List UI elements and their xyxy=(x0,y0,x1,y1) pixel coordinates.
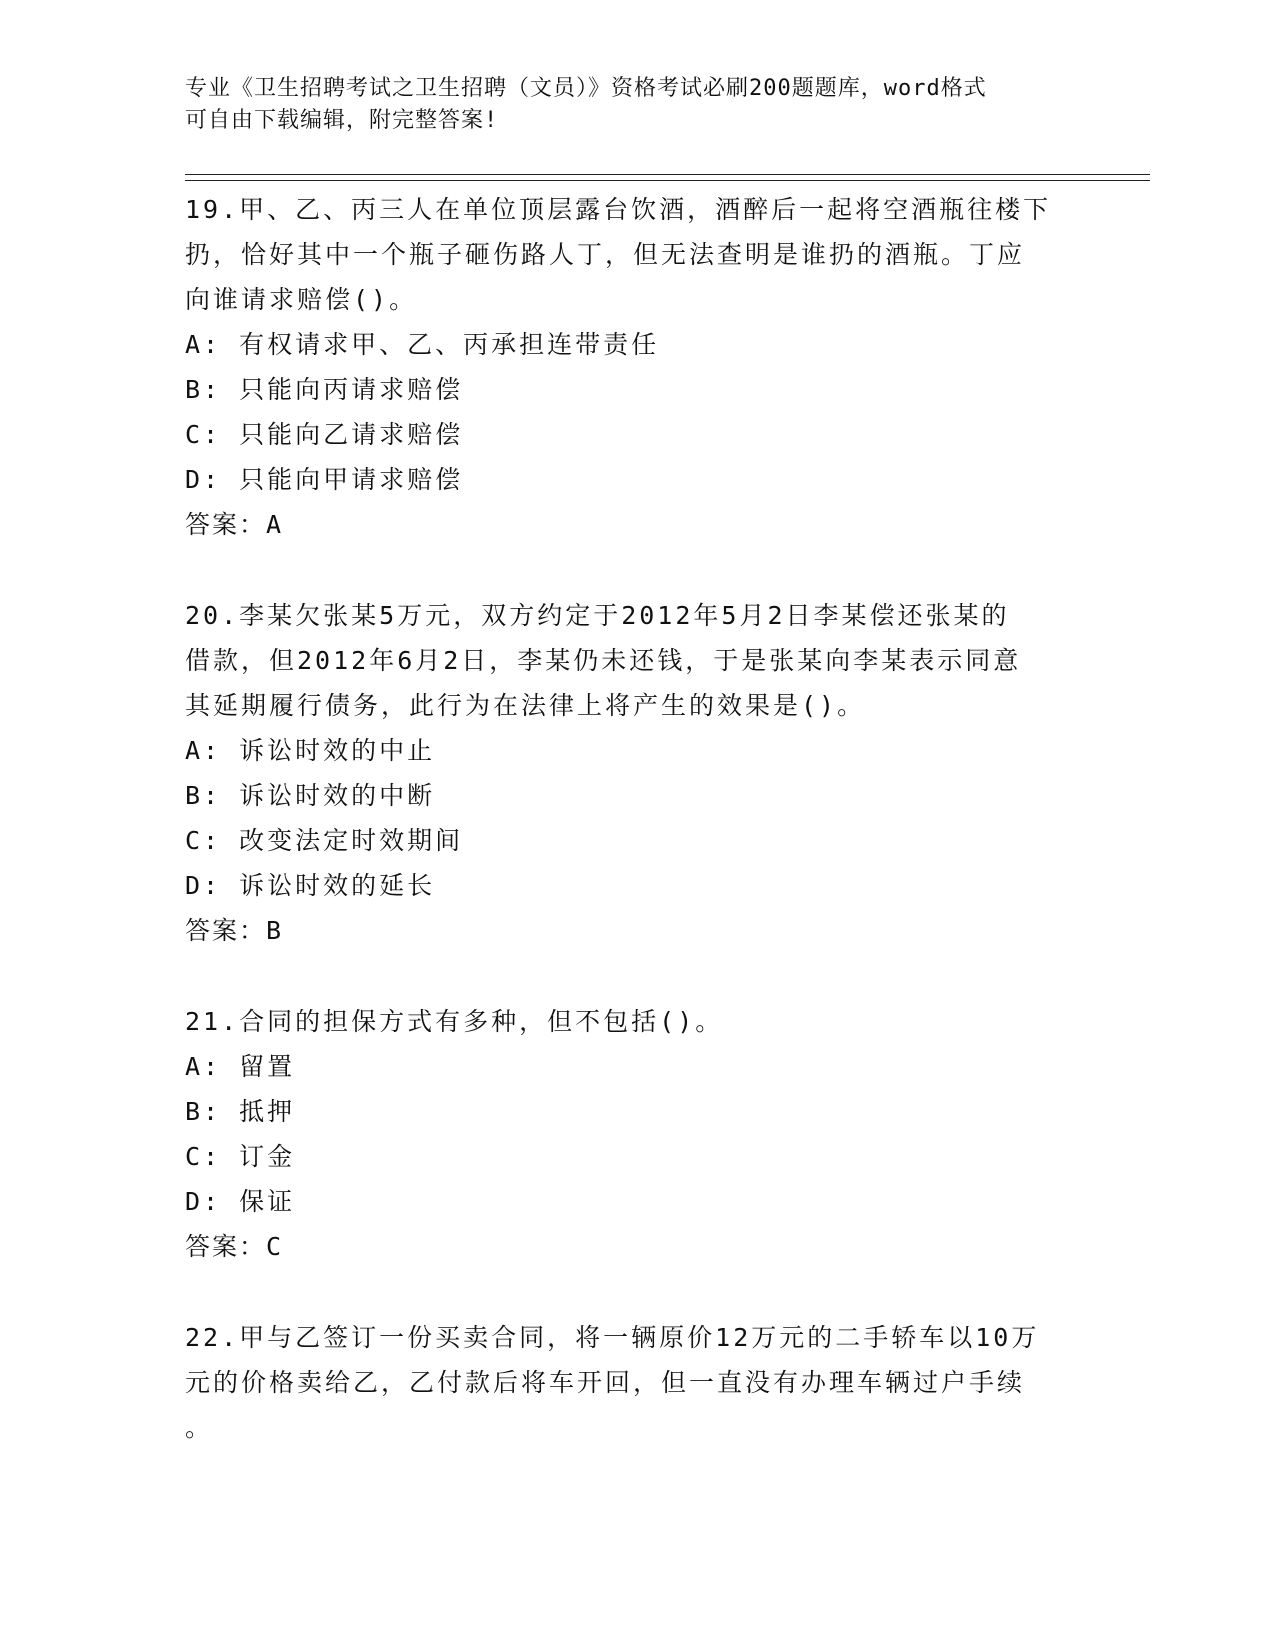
question-stem-line: 。 xyxy=(185,1413,214,1442)
answer-value: C xyxy=(266,1232,284,1261)
header-line-2: 可自由下载编辑，附完整答案! xyxy=(185,108,499,133)
question-list xyxy=(185,187,1085,1496)
question-stem-line: 向谁请求赔偿()。 xyxy=(185,285,418,314)
question-19 xyxy=(185,187,1085,547)
option-c: C: 订金 xyxy=(185,1142,296,1171)
header-divider-bottom xyxy=(185,180,1150,181)
answer-value: A xyxy=(266,510,284,539)
question-stem-line: 22.甲与乙签订一份买卖合同，将一辆原价12万元的二手轿车以10万 xyxy=(185,1323,1040,1352)
option-d: D: 保证 xyxy=(185,1187,296,1216)
question-stem-line: 元的价格卖给乙，乙付款后将车开回，但一直没有办理车辆过户手续 xyxy=(185,1368,1026,1397)
answer-label: 答案： xyxy=(185,510,267,539)
answer-line xyxy=(185,908,1085,953)
option-a: A: 有权请求甲、乙、丙承担连带责任 xyxy=(185,330,660,359)
question-21 xyxy=(185,999,1085,1269)
document-header xyxy=(185,73,1065,137)
option-b: B: 抵押 xyxy=(185,1097,296,1126)
question-stem-line: 借款，但2012年6月2日，李某仍未还钱，于是张某向李某表示同意 xyxy=(185,646,1022,675)
header-divider-top xyxy=(185,174,1150,175)
option-a: A: 留置 xyxy=(185,1052,296,1081)
answer-label: 答案： xyxy=(185,1232,267,1261)
answer-label: 答案： xyxy=(185,916,267,945)
question-stem-line: 扔，恰好其中一个瓶子砸伤路人丁，但无法查明是谁扔的酒瓶。丁应 xyxy=(185,240,1026,269)
question-stem-line: 19.甲、乙、丙三人在单位顶层露台饮酒，酒醉后一起将空酒瓶往楼下 xyxy=(185,195,1052,224)
question-stem-line: 其延期履行债务，此行为在法律上将产生的效果是()。 xyxy=(185,691,866,720)
question-20 xyxy=(185,593,1085,953)
question-stem-line: 20.李某欠张某5万元，双方约定于2012年5月2日李某偿还张某的 xyxy=(185,601,1010,630)
option-a: A: 诉讼时效的中止 xyxy=(185,736,436,765)
option-c: C: 改变法定时效期间 xyxy=(185,826,464,855)
answer-line xyxy=(185,1224,1085,1269)
question-stem-line: 21.合同的担保方式有多种，但不包括()。 xyxy=(185,1007,724,1036)
option-b: B: 只能向丙请求赔偿 xyxy=(185,375,464,404)
header-line-1: 专业《卫生招聘考试之卫生招聘（文员）》资格考试必刷200题题库，word格式 xyxy=(185,76,987,101)
question-22 xyxy=(185,1315,1085,1450)
answer-line xyxy=(185,502,1085,547)
option-d: D: 诉讼时效的延长 xyxy=(185,871,436,900)
answer-value: B xyxy=(266,916,284,945)
option-d: D: 只能向甲请求赔偿 xyxy=(185,465,464,494)
option-b: B: 诉讼时效的中断 xyxy=(185,781,436,810)
option-c: C: 只能向乙请求赔偿 xyxy=(185,420,464,449)
